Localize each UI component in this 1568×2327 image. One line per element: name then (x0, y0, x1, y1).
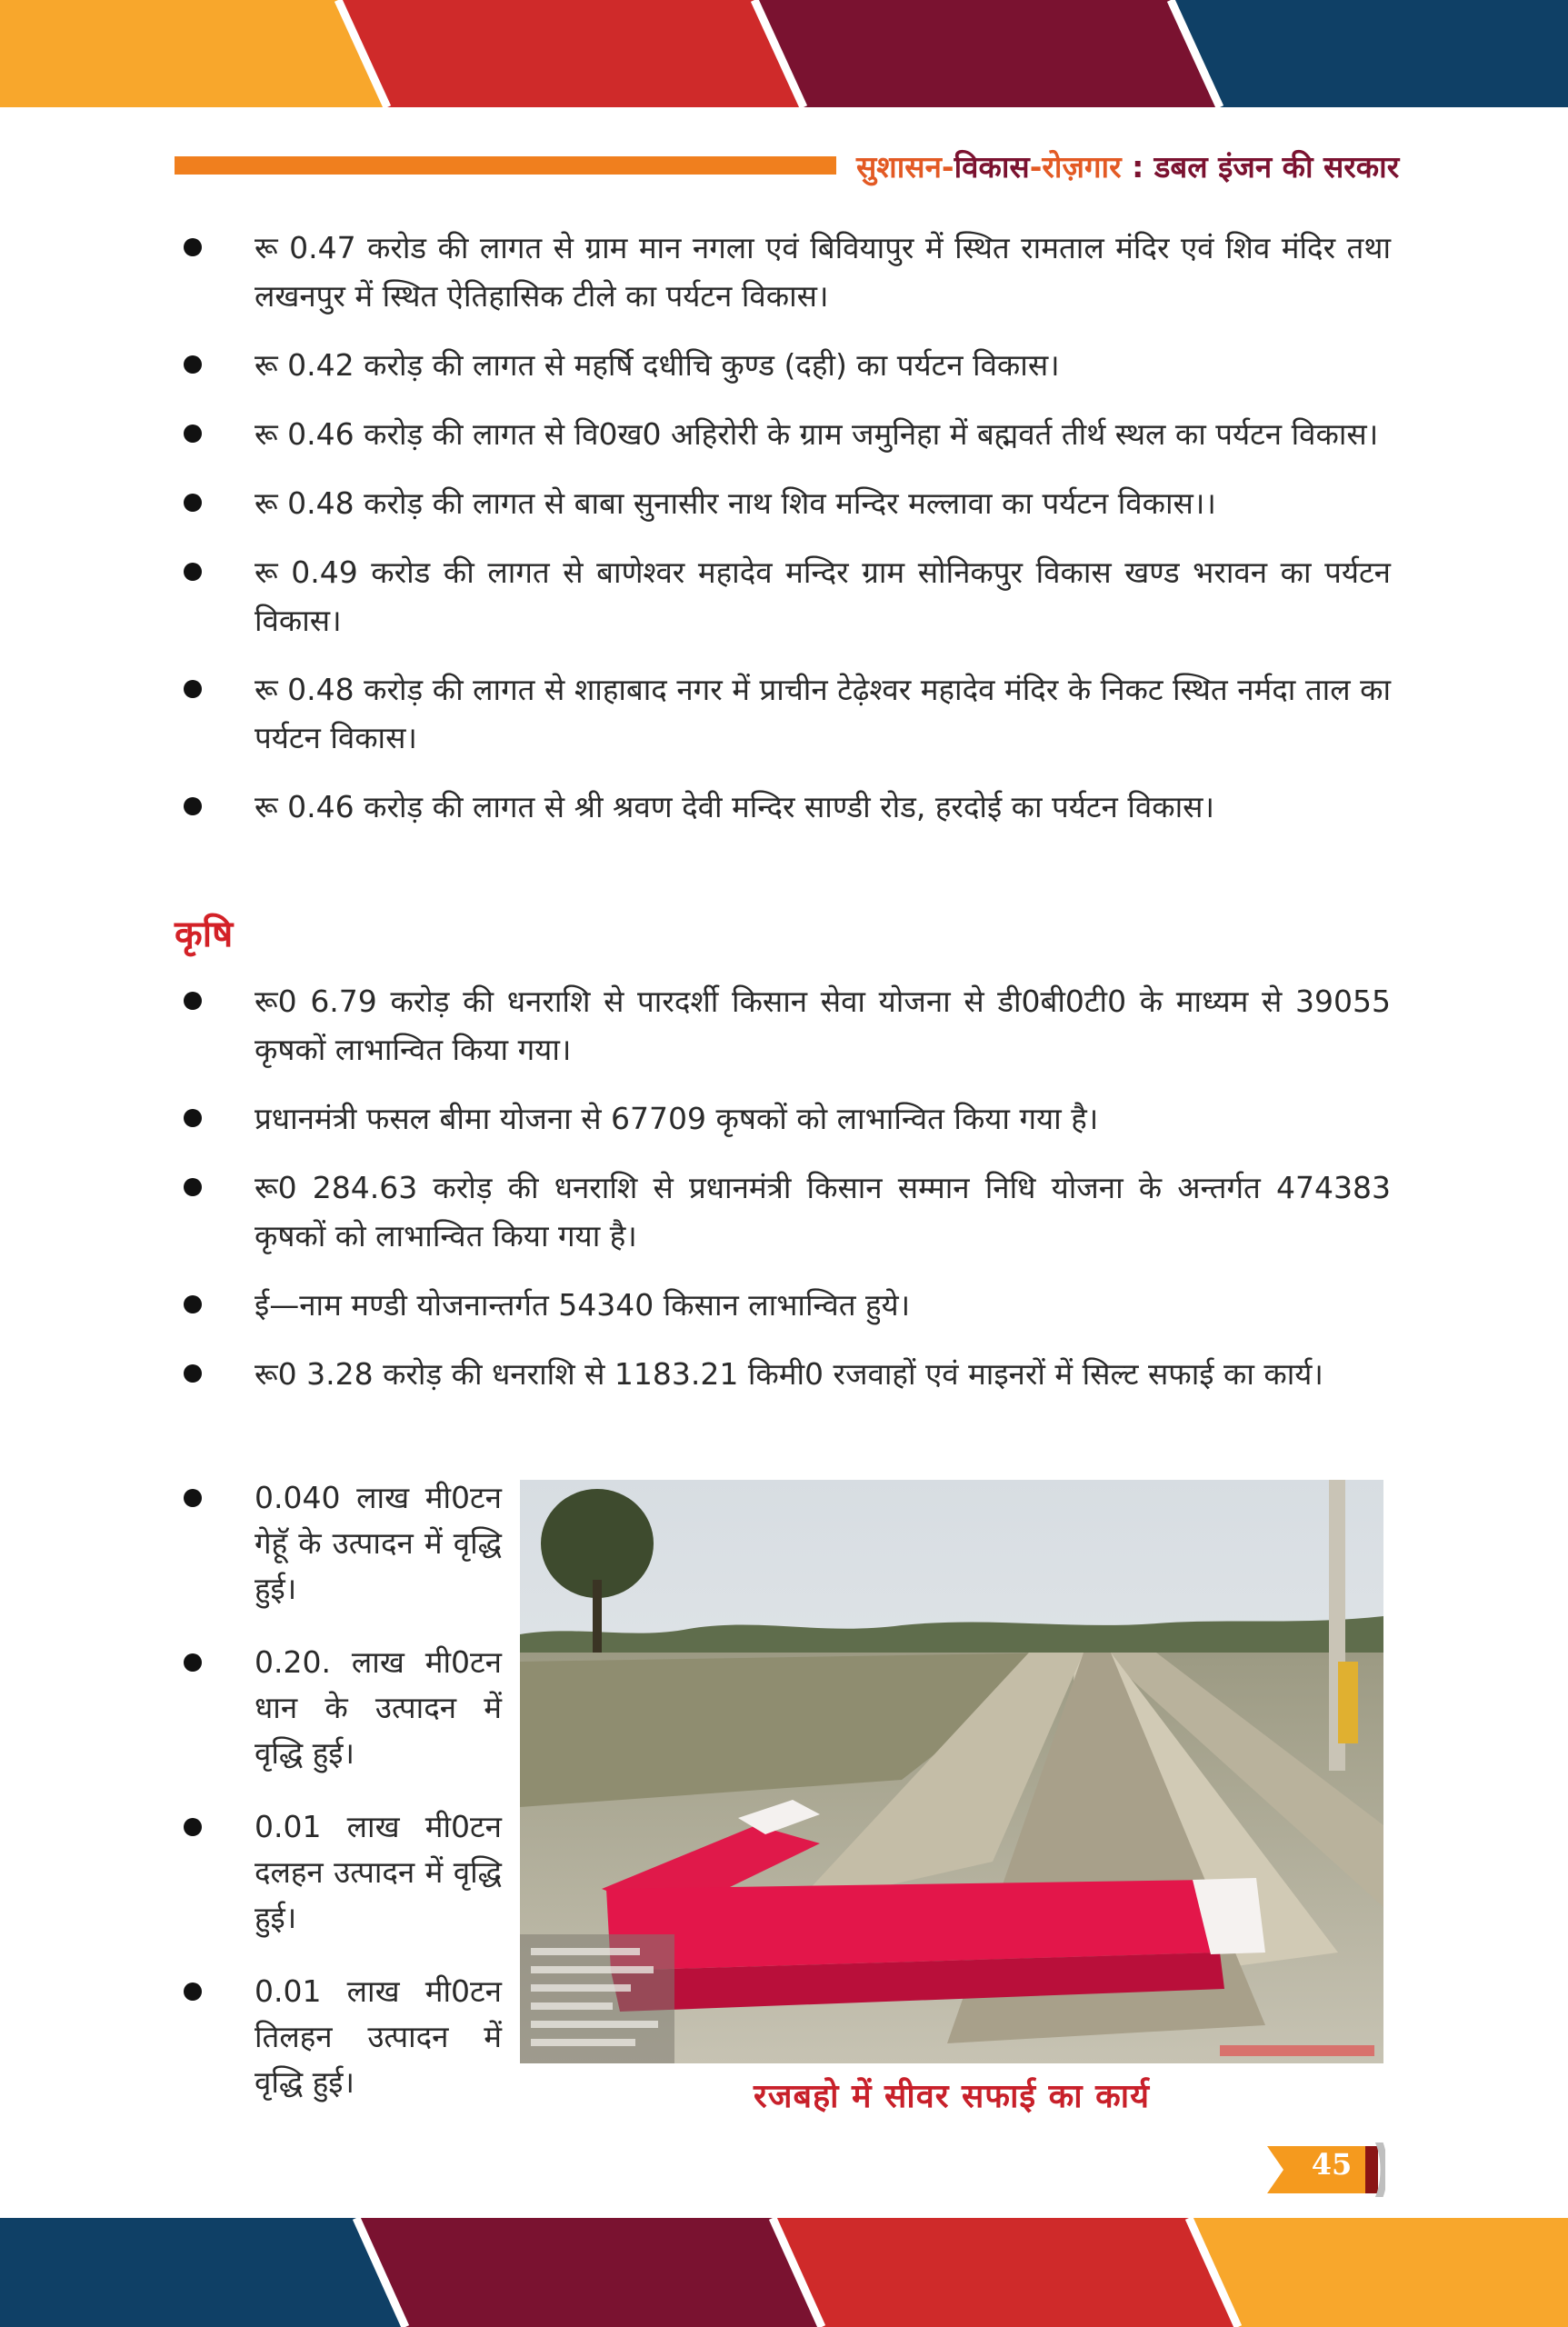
list-item (175, 341, 1391, 389)
bullet-icon (184, 1109, 202, 1127)
list-item-text: 0.01 लाख मी0टन तिलहन उत्पादन में वृद्धि हुई। (255, 1973, 502, 2100)
list-item (175, 1281, 1391, 1329)
page-number: 45 (1311, 2147, 1353, 2182)
header-title-part: : डबल इंजन की सरकार (1121, 149, 1400, 185)
top-color-band (0, 0, 1568, 107)
list-item (175, 548, 1391, 644)
bullet-icon (184, 238, 202, 256)
list-item-text: 0.01 लाख मी0टन दलहन उत्पादन में वृद्धि हुई। (255, 1809, 502, 1935)
bullet-icon (184, 424, 202, 443)
production-bullet-list (175, 1475, 502, 2133)
bullet-icon (184, 1295, 202, 1313)
list-item-text: 0.20. लाख मी0टन धान के उत्पादन में वृद्धि हुई। (255, 1644, 502, 1771)
bullet-icon (184, 563, 202, 581)
list-item-text: रू 0.42 करोड़ की लागत से महर्षि दधीचि कुण्ड (दही) का पर्यटन विकास। (255, 347, 1060, 383)
list-item-text: 0.040 लाख मी0टन गेहूॅ के उत्पादन में वृद्धि हुई। (255, 1480, 502, 1606)
list-item (175, 665, 1391, 762)
list-item-text: ई—नाम मण्डी योजनान्तर्गत 54340 किसान लाभान्वित हुये। (255, 1287, 911, 1323)
bullet-icon (184, 1818, 202, 1836)
list-item-text: रू 0.49 करोड की लागत से बाणेश्वर महादेव मन्दिर ग्राम सोनिकपुर विकास खण्ड भरावन का पर्यटन विकास। (255, 554, 1391, 638)
list-item (175, 1804, 502, 1941)
list-item (175, 1350, 1391, 1398)
agriculture-bullet-list (175, 977, 1391, 1419)
list-item (175, 977, 1391, 1074)
bullet-icon (184, 1364, 202, 1383)
bullet-icon (184, 494, 202, 512)
list-item (175, 1969, 502, 2105)
list-item-text: रू 0.48 करोड़ की लागत से बाबा सुनासीर नाथ शिव मन्दिर मल्लावा का पर्यटन विकास।। (255, 485, 1216, 521)
tourism-bullet-list (175, 224, 1391, 852)
list-item (175, 479, 1391, 527)
bottom-color-band (0, 2218, 1568, 2327)
bullet-icon (184, 355, 202, 374)
header-title-part: सुशासन- (856, 149, 954, 185)
bullet-icon (184, 1653, 202, 1672)
list-item-text: रू 0.46 करोड़ की लागत से वि0ख0 अहिरोरी के ग्राम जमुनिहा में बह्मवर्त तीर्थ स्थल का पर्यटन विकास। (255, 416, 1379, 452)
header-title (856, 145, 1400, 186)
list-item-text: रू 0.48 करोड़ की लागत से शाहाबाद नगर में प्राचीन टेढ़ेश्वर महादेव मंदिर के निकट स्थित नर्मदा ताल का पर्यटन विकास। (255, 672, 1391, 755)
section-heading-agriculture: कृषि (175, 914, 234, 955)
list-item (175, 410, 1391, 458)
list-item-text: रू0 284.63 करोड़ की धनराशि से प्रधानमंत्री किसान सम्मान निधि योजना के अन्तर्गत 474383 कृषकों को लाभान्वित किया गया है। (255, 1170, 1391, 1253)
list-item (175, 783, 1391, 831)
list-item-text: प्रधानमंत्री फसल बीमा योजना से 67709 कृषकों को लाभान्वित किया गया है। (255, 1101, 1099, 1136)
bullet-icon (184, 1178, 202, 1196)
header-title-part: विकास (954, 149, 1030, 185)
header-orange-rule (175, 156, 836, 175)
bullet-icon (184, 1489, 202, 1507)
bullet-icon (184, 1982, 202, 2001)
list-item (175, 1640, 502, 1776)
list-item (175, 1094, 1391, 1143)
header-title-part: -रोज़गार (1029, 149, 1122, 185)
list-item (175, 1164, 1391, 1260)
list-item-text: रू0 3.28 करोड़ की धनराशि से 1183.21 किमी0 रजवाहों एवं माइनरों में सिल्ट सफाई का कार्य। (255, 1356, 1323, 1392)
canal-cleaning-photo (520, 1480, 1383, 2063)
list-item (175, 1475, 502, 1612)
list-item-text: रू0 6.79 करोड़ की धनराशि से पारदर्शी किसान सेवा योजना से डी0बी0टी0 के माध्यम से 39055 कृषकों लाभान्वित किया गया। (255, 984, 1391, 1067)
photo-caption: रजबहो में सीवर सफाई का कार्य (754, 2078, 1150, 2115)
list-item (175, 224, 1391, 320)
bullet-icon (184, 680, 202, 698)
list-item-text: रू 0.46 करोड़ की लागत से श्री श्रवण देवी मन्दिर साण्डी रोड, हरदोई का पर्यटन विकास। (255, 789, 1214, 824)
bullet-icon (184, 797, 202, 815)
bullet-icon (184, 992, 202, 1010)
list-item-text: रू 0.47 करोड की लागत से ग्राम मान नगला एवं बिवियापुर में स्थित रामताल मंदिर एवं शिव मंदिर तथा लखनपुर में स्थित ऐतिहासिक टीले का पर्यटन विकास। (255, 230, 1391, 314)
